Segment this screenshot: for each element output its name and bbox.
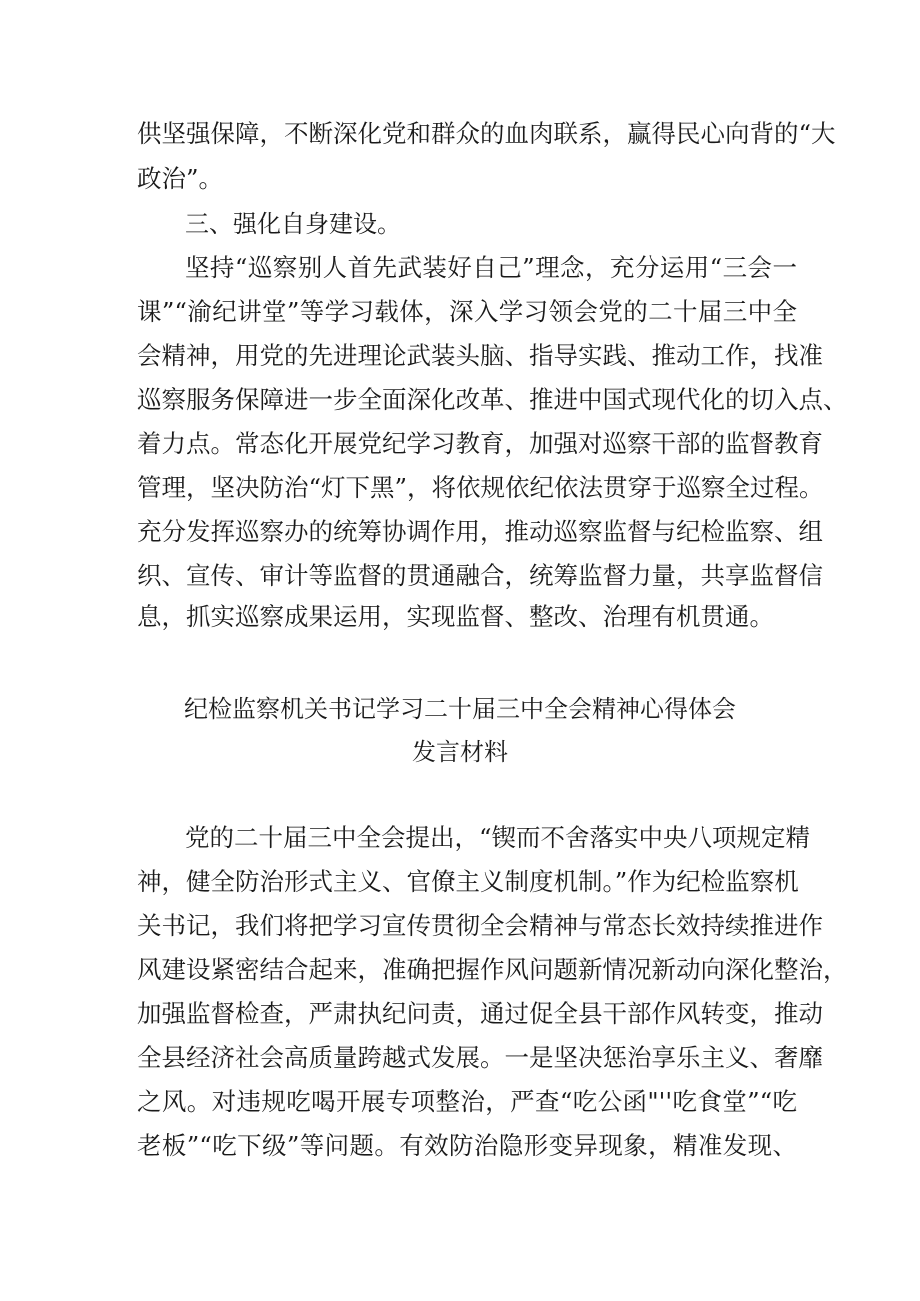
body-line: 党的二十届三中全会提出，“锲而不舍落实中央八项规定精 <box>185 823 811 852</box>
body-line: 供坚强保障，不断深化党和群众的血肉联系，赢得民心向背的“大 <box>137 119 836 148</box>
article-title-line2: 发言材料 <box>412 738 508 766</box>
body-line: 加强监督检查，严肃执纪问责，通过促全县干部作风转变，推动 <box>137 999 823 1028</box>
body-line: 坚持“巡察别人首先武装好自己”理念，充分运用“三会一 <box>185 253 797 282</box>
body-line: 管理，坚决防治“灯下黑”，将依规依纪依法贯穿于巡察全过程。 <box>137 473 824 502</box>
section-heading: 三、强化自身建设。 <box>185 210 401 238</box>
body-line: 织、宣传、审计等监督的贯通融合，统筹监督力量，共享监督信 <box>137 561 823 590</box>
body-line: 课”“渝纪讲堂”等学习载体，深入学习领会党的二十届三中全 <box>137 297 797 326</box>
article-title-line1: 纪检监察机关书记学习二十届三中全会精神心得体会 <box>184 695 736 723</box>
body-line: 风建设紧密结合起来，准确把握作风问题新情况新动向深化整治， <box>137 955 848 984</box>
body-line: 神，健全防治形式主义、官僚主义制度机制。”作为纪检监察机 <box>137 867 799 896</box>
body-line: 会精神，用党的先进理论武装头脑、指导实践、推动工作，找准 <box>137 341 823 370</box>
body-line: 关书记，我们将把学习宣传贯彻全会精神与常态长效持续推进作 <box>137 911 823 940</box>
body-line: 之风。对违规吃喝开展专项整治，严查“吃公函"''吃食堂”“吃 <box>137 1087 797 1116</box>
body-line: 充分发挥巡察办的统筹协调作用，推动巡察监督与纪检监察、组 <box>137 517 823 546</box>
body-line: 息，抓实巡察成果运用，实现监督、整改、治理有机贯通。 <box>137 602 774 631</box>
body-line: 政治”。 <box>137 164 224 193</box>
body-line: 全县经济社会高质量跨越式发展。一是坚决惩治享乐主义、奢靡 <box>137 1043 823 1072</box>
body-line: 巡察服务保障进一步全面深化改革、推进中国式现代化的切入点、 <box>137 385 848 414</box>
body-line: 着力点。常态化开展党纪学习教育，加强对巡察干部的监督教育 <box>137 429 823 458</box>
body-line: 老板”“吃下级”等问题。有效防治隐形变异现象，精准发现、 <box>137 1131 797 1160</box>
